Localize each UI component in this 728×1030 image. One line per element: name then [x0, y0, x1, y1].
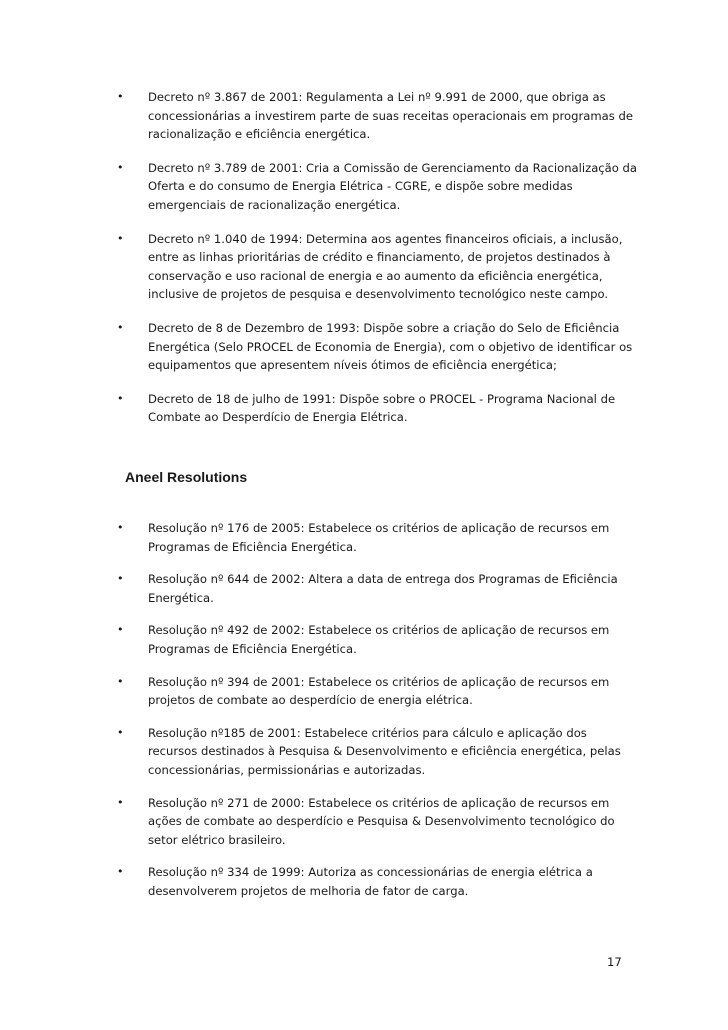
list-item — [117, 230, 637, 304]
decree-text: Decreto nº 1.040 de 1994: Determina aos agentes financeiros oficiais, a inclusão, entre as linhas prioritárias de crédito e financiamento, de projetos destinados à conservação e uso racional de energia e ao aumento da eficiência energética, inclusive de projetos de pesquisa e desenvolvimento tecnológico neste campo. — [148, 231, 623, 302]
list-item — [117, 319, 637, 375]
page-number: 17 — [607, 955, 622, 969]
bullet-icon — [117, 724, 131, 743]
section-heading: Aneel Resolutions — [125, 469, 248, 485]
bullet-icon — [117, 570, 131, 589]
bullet-icon — [117, 159, 131, 178]
bullet-icon — [117, 863, 131, 882]
list-item — [117, 621, 637, 658]
list-item — [117, 519, 637, 556]
decree-text: Decreto de 8 de Dezembro de 1993: Dispõe sobre a criação do Selo de Eficiência Energética (Selo PROCEL de Economia de Energia), com o objetivo de identificar os equipamentos que apresentem níveis ótimos de eficiência energética; — [148, 320, 633, 373]
list-item — [117, 570, 637, 607]
list-item — [117, 159, 637, 215]
bullet-icon — [117, 390, 131, 409]
resolution-text: Resolução nº185 de 2001: Estabelece critérios para cálculo e aplicação dos recursos destinados à Pesquisa & Desenvolvimento e eficiência energética, pelas concessionárias, permissionárias e autorizadas. — [148, 725, 621, 777]
bullet-icon — [117, 794, 131, 813]
list-item — [117, 724, 637, 780]
bullet-icon — [117, 88, 131, 107]
bullet-icon — [117, 621, 131, 640]
resolution-text: Resolução nº 334 de 1999: Autoriza as concessionárias de energia elétrica a desenvolverem projetos de melhoria de fator de carga. — [148, 865, 593, 898]
resolution-text: Resolução nº 644 de 2002: Altera a data de entrega dos Programas de Eficiência Energética. — [148, 572, 618, 605]
decree-text: Decreto nº 3.867 de 2001: Regulamenta a Lei nº 9.991 de 2000, que obriga as concessionárias a investirem parte de suas receitas operacionais em programas de racionalização e eficiência energética. — [148, 90, 633, 142]
resolution-list — [117, 519, 637, 901]
list-item — [117, 390, 637, 427]
resolution-text: Resolução nº 394 de 2001: Estabelece os critérios de aplicação de recursos em projetos de combate ao desperdício de energia elétrica. — [148, 674, 610, 708]
resolution-text: Resolução nº 271 de 2000: Estabelece os critérios de aplicação de recursos em ações de combate ao desperdício e Pesquisa & Desenvolvimento tecnológico do setor elétrico brasileiro. — [148, 795, 615, 847]
resolution-text: Resolução nº 492 de 2002: Estabelece os critérios de aplicação de recursos em Programas de Eficiência Energética. — [148, 623, 610, 656]
decree-text: Decreto nº 3.789 de 2001: Cria a Comissão de Gerenciamento da Racionalização da Oferta e do consumo de Energia Elétrica - CGRE, e dispõe sobre medidas emergenciais de racionalização energética. — [148, 160, 638, 212]
bullet-icon — [117, 519, 131, 538]
list-item — [117, 88, 637, 144]
decree-text: Decreto de 18 de julho de 1991: Dispõe sobre o PROCEL - Programa Nacional de Combate ao Desperdício de Energia Elétrica. — [148, 391, 616, 425]
bullet-icon — [117, 673, 131, 692]
resolution-text: Resolução nº 176 de 2005: Estabelece os critérios de aplicação de recursos em Programas de Eficiência Energética. — [148, 521, 610, 554]
bullet-icon — [117, 319, 131, 338]
list-item — [117, 673, 637, 710]
list-item — [117, 794, 637, 850]
list-item — [117, 863, 637, 900]
decree-list — [117, 88, 637, 427]
bullet-icon — [117, 230, 131, 249]
